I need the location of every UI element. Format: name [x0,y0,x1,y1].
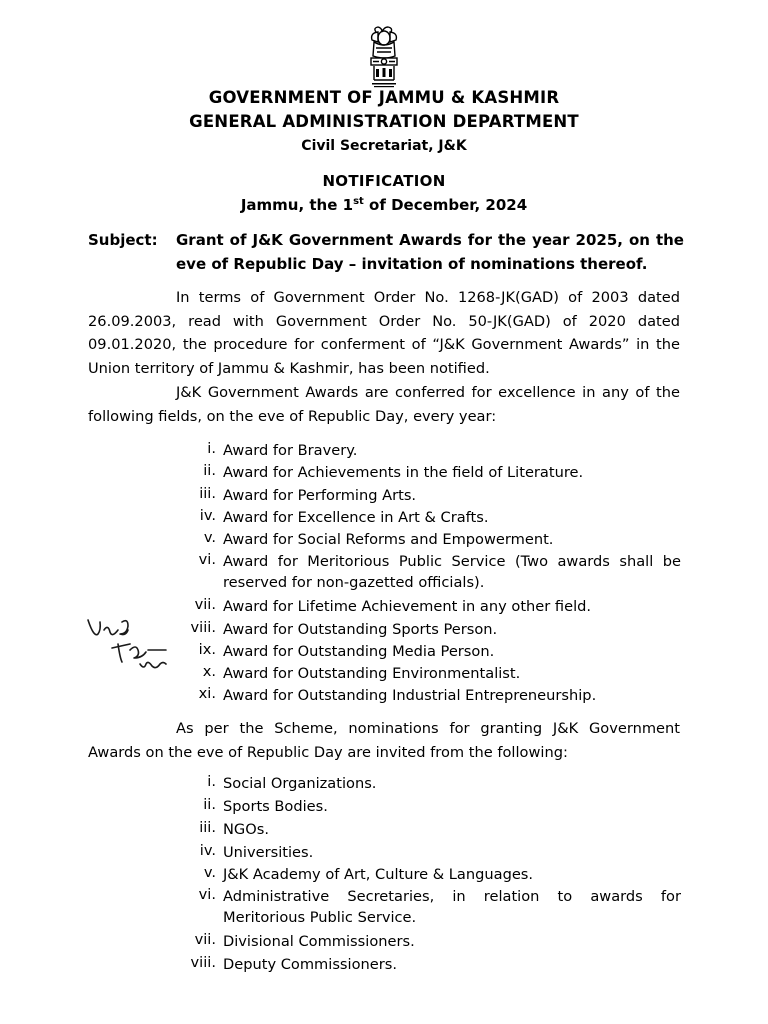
list-item-number: viii. [190,954,216,971]
list-item-text: Award for Outstanding Environmentalist. [223,665,521,682]
list-item-number: v. [203,864,216,881]
list-item-number: i. [207,773,216,790]
handwritten-signature [82,610,182,682]
list-item-number: x. [202,663,216,680]
list-item-text: Social Organizations. [223,775,377,792]
list-item-number: vii. [194,931,216,948]
list-item-text: Award for Bravery. [223,442,358,459]
list-item-number: vi. [198,551,216,568]
list-item-text: J&K Academy of Art, Culture & Languages. [223,866,534,883]
paragraph-nominations-intro: As per the Scheme, nominations for granting J&K Government Awards on the eve of Republic Day are invited from the following: [88,720,680,761]
list-item-text: Award for Outstanding Industrial Entrepreneurship. [223,687,597,704]
national-emblem-icon [362,26,406,90]
list-item-number: vi. [198,886,216,903]
list-item-text: Award for Social Reforms and Empowerment. [223,531,554,548]
notification-heading: NOTIFICATION [322,172,446,190]
list-item-text: Sports Bodies. [223,798,328,815]
list-item-number: viii. [190,619,216,636]
list-item-text: Universities. [223,844,314,861]
list-item-number: ix. [198,641,216,658]
list-item-number: iv. [199,842,216,859]
department-title: GENERAL ADMINISTRATION DEPARTMENT [189,112,579,131]
list-item-number: ii. [203,462,216,479]
government-title: GOVERNMENT OF JAMMU & KASHMIR [208,88,560,107]
date-suffix: of December, 2024 [363,196,528,214]
list-item-number: iv. [199,507,216,524]
list-item-text: Award for Lifetime Achievement in any other field. [223,598,592,615]
list-item-text: NGOs. [223,821,269,838]
list-item-text: Award for Performing Arts. [223,487,417,504]
paragraph-government-order: In terms of Government Order No. 1268-JK(GAD) of 2003 dated 26.09.2003, read with Government Order No. 50-JK(GAD) of 2020 dated 09.01.2020, the procedure for conferment of “J&K Government Awards” in the Union territory of Jammu & Kashmir, has been notified. [88,289,680,377]
secretariat-line: Civil Secretariat, J&K [301,138,467,154]
list-item-text: Award for Outstanding Media Person. [223,643,495,660]
list-item-number: iii. [199,485,216,502]
subject-label: Subject: [88,231,158,249]
date-superscript: st [353,196,364,207]
notification-date [0,196,768,214]
list-item-number: xi. [198,685,216,702]
list-item-text: Award for Excellence in Art & Crafts. [223,509,489,526]
list-item-number: v. [203,529,216,546]
list-item-number: ii. [203,796,216,813]
list-item-text: Award for Achievements in the field of Literature. [223,464,584,481]
list-item-text: Award for Outstanding Sports Person. [223,621,498,638]
list-item-text: Award for Meritorious Public Service (Two awards shall be reserved for non-gazetted officials). [223,553,681,591]
list-item-text: Divisional Commissioners. [223,933,415,950]
date-prefix: Jammu, the 1 [240,196,354,214]
list-item-number: iii. [199,819,216,836]
subject-text: Grant of J&K Government Awards for the year 2025, on the eve of Republic Day – invitation of nominations thereof. [176,231,684,273]
paragraph-award-fields-intro: J&K Government Awards are conferred for excellence in any of the following fields, on the eve of Republic Day, every year: [88,384,680,425]
list-item-text: Administrative Secretaries, in relation to awards for Meritorious Public Service. [223,888,681,926]
list-item-text: Deputy Commissioners. [223,956,397,973]
list-item-number: vii. [194,596,216,613]
list-item-number: i. [207,440,216,457]
